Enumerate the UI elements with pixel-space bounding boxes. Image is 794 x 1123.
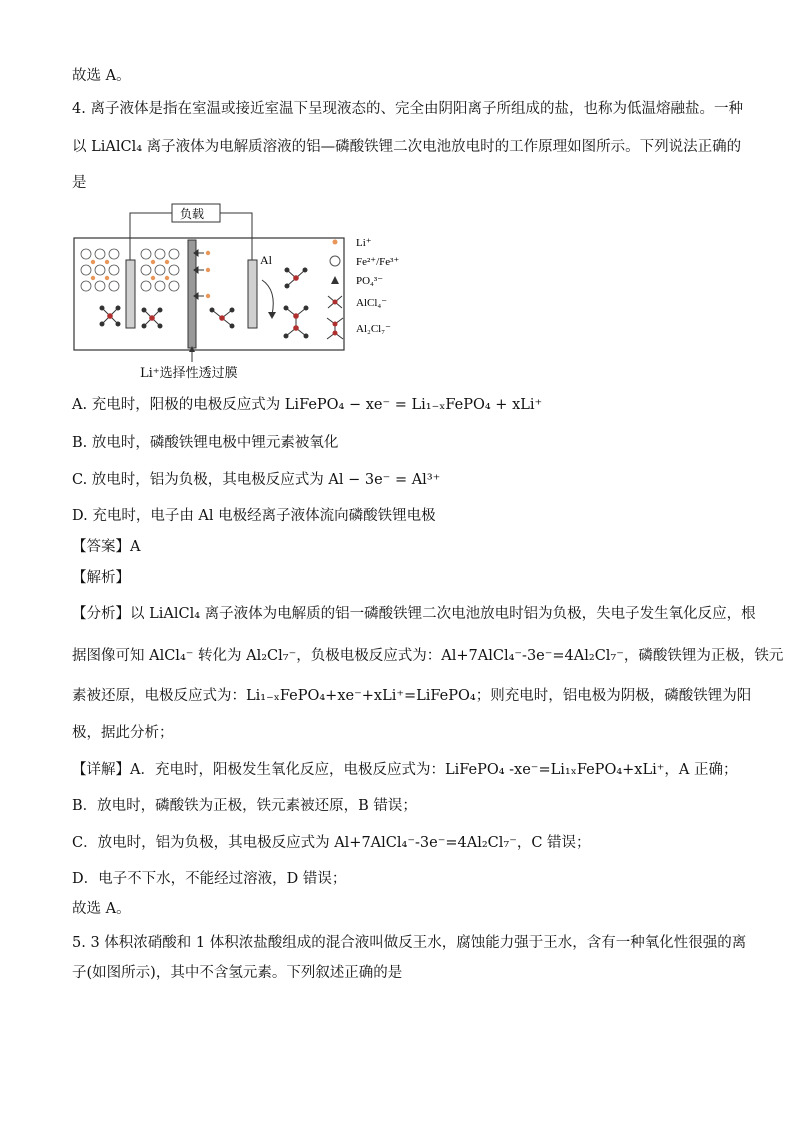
detail-line3: C．放电时，铝为负极，其电极反应式为 Al+7AlCl₄⁻-3e⁻=4Al₂Cl₇⁻，C 错误； bbox=[72, 835, 591, 851]
detail-line5: 故选 A。 bbox=[72, 901, 131, 917]
analysis-title: 【解析】 bbox=[72, 570, 130, 586]
detail-line1: 【详解】A．充电时，阳极发生氧化反应，电极反应式为：LiFePO₄ -xe⁻=Li₁ₓFePO₄+xLi⁺，A 正确； bbox=[72, 762, 738, 778]
legend-fe: Fe²⁺/Fe³⁺ bbox=[356, 256, 400, 268]
question-5-line2: 子(如图所示)，其中不含氢元素。下列叙述正确的是 bbox=[72, 965, 403, 981]
detail-line2: B．放电时，磷酸铁为正极，铁元素被还原，B 错误； bbox=[72, 798, 417, 814]
legend-po4: PO₄³⁻ bbox=[356, 275, 384, 287]
option-a: A. 充电时，阳极的电极反应式为 LiFePO₄ − xe⁻ = Li₁₋ₓFePO₄ + xLi⁺ bbox=[72, 397, 543, 413]
lifepo4-electrode-left bbox=[126, 260, 135, 328]
option-c: C. 放电时，铝为负极，其电极反应式为 Al − 3e⁻ = Al³⁺ bbox=[72, 472, 441, 488]
answer: 【答案】A bbox=[72, 539, 141, 555]
membrane-caption: Li⁺选择性透过膜 bbox=[140, 366, 238, 381]
question-4-stem-line2: 以 LiAlCl₄ 离子液体为电解质溶液的铝—磷酸铁锂二次电池放电时的工作原理如图所示。下列说法正确的 bbox=[72, 139, 742, 155]
al-electrode bbox=[248, 260, 257, 328]
option-d: D. 充电时，电子由 Al 电极经离子液体流向磷酸铁锂电极 bbox=[72, 508, 436, 524]
analysis-line1: 【分析】以 LiAlCl₄ 离子液体为电解质的铝一磷酸铁锂二次电池放电时铝为负极，失电子发生氧化反应，根 bbox=[72, 606, 756, 622]
battery-diagram bbox=[72, 200, 432, 390]
question-4-stem-line1: 4. 离子液体是指在室温或接近室温下呈现液态的、完全由阴阳离子所组成的盐，也称为低温熔融盐。一种 bbox=[72, 101, 743, 117]
legend-li: Li⁺ bbox=[356, 237, 372, 249]
analysis-line2: 据图像可知 AlCl₄⁻ 转化为 Al₂Cl₇⁻，负极电极反应式为：Al+7AlCl₄⁻-3e⁻=4Al₂Cl₇⁻，磷酸铁锂为正极，铁元 bbox=[72, 648, 784, 664]
legend-al2cl7: Al₂Cl₇⁻ bbox=[356, 323, 391, 335]
al-label: Al bbox=[260, 253, 272, 267]
legend-alcl4: AlCl₄⁻ bbox=[356, 297, 388, 309]
detail-line4: D．电子不下水，不能经过溶液，D 错误； bbox=[72, 871, 347, 887]
selective-membrane bbox=[188, 240, 196, 348]
analysis-line3: 素被还原，电极反应式为：Li₁₋ₓFePO₄+xe⁻+xLi⁺=LiFePO₄；则充电时，铝电极为阴极，磷酸铁锂为阳 bbox=[72, 688, 752, 704]
question-5-line1: 5. 3 体积浓硝酸和 1 体积浓盐酸组成的混合液叫做反王水，腐蚀能力强于王水，含有一种氧化性很强的离 bbox=[72, 935, 747, 951]
previous-answer-conclusion: 故选 A。 bbox=[72, 68, 131, 84]
load-label: 负载 bbox=[180, 207, 205, 221]
analysis-line4: 极，据此分析； bbox=[72, 725, 174, 741]
question-4-stem-line3: 是 bbox=[72, 175, 87, 191]
option-b: B. 放电时，磷酸铁锂电极中锂元素被氧化 bbox=[72, 435, 339, 451]
